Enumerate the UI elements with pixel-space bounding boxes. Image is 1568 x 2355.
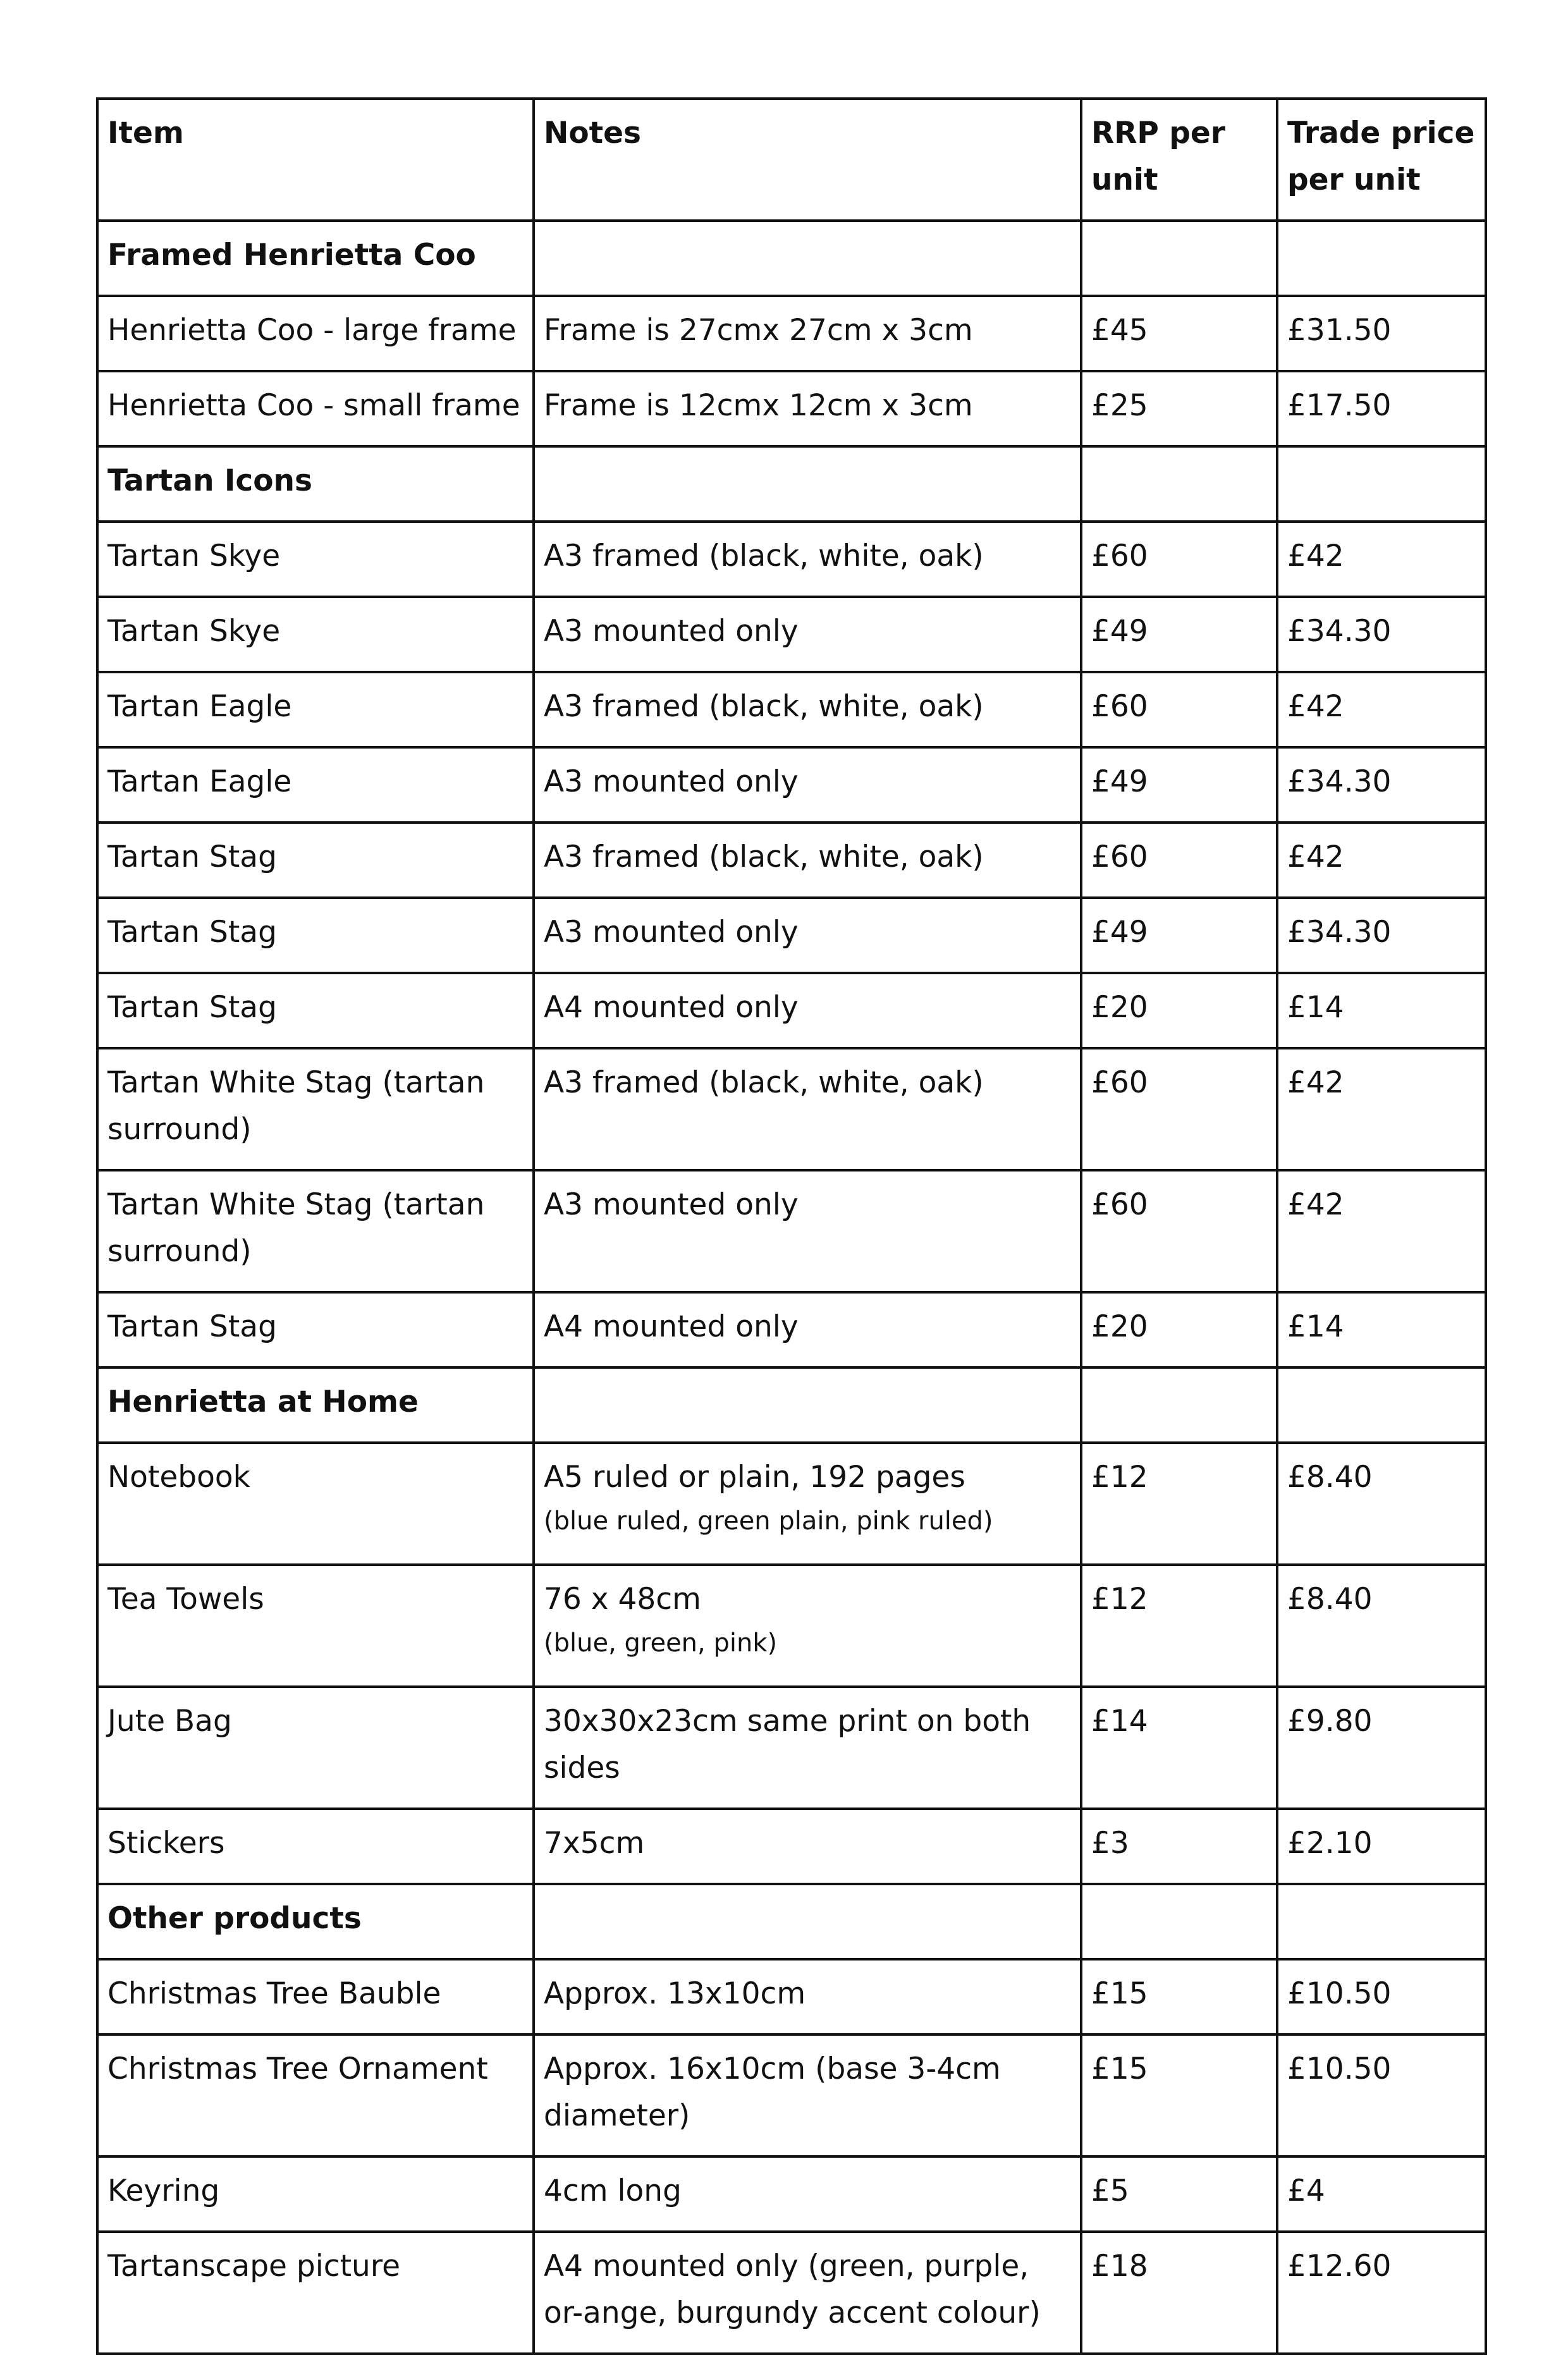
notes-cell	[534, 672, 1081, 747]
section-row	[97, 1884, 1486, 1959]
notes-cell	[534, 898, 1081, 973]
item-cell: Tartan Stag	[97, 973, 534, 1048]
trade-price-cell: £42	[1277, 1048, 1486, 1170]
notes-text: A3 mounted only	[544, 1187, 799, 1222]
trade-price-cell	[1277, 221, 1486, 296]
item-cell: Tartan Eagle	[97, 747, 534, 823]
notes-cell	[534, 1884, 1081, 1959]
item-cell: Henrietta Coo - large frame	[97, 296, 534, 371]
rrp-cell: £49	[1081, 747, 1277, 823]
notes-cell	[534, 221, 1081, 296]
trade-price-cell: £8.40	[1277, 1565, 1486, 1687]
notes-cell	[534, 1959, 1081, 2034]
notes-text: A3 mounted only	[544, 614, 799, 649]
trade-price-cell: £42	[1277, 522, 1486, 597]
trade-price-cell: £12.60	[1277, 2232, 1486, 2354]
table-row	[97, 2034, 1486, 2156]
item-cell: Tartan White Stag (tartan surround)	[97, 1048, 534, 1170]
trade-price-cell: £42	[1277, 1170, 1486, 1292]
rrp-cell: £49	[1081, 898, 1277, 973]
item-cell: Tartan Skye	[97, 522, 534, 597]
notes-text: Frame is 27cmx 27cm x 3cm	[544, 313, 973, 348]
table-row	[97, 2156, 1486, 2232]
trade-price-cell	[1277, 446, 1486, 522]
notes-text: Approx. 13x10cm	[544, 1976, 806, 2011]
notes-text: 76 x 48cm	[544, 1582, 701, 1617]
rrp-cell: £45	[1081, 296, 1277, 371]
table-row	[97, 672, 1486, 747]
notes-cell	[534, 522, 1081, 597]
table-row	[97, 1687, 1486, 1809]
section-row	[97, 1367, 1486, 1443]
column-header-rrp: RRP per unit	[1081, 99, 1277, 221]
notes-cell	[534, 1443, 1081, 1565]
section-title: Henrietta at Home	[97, 1367, 534, 1443]
table-row	[97, 1565, 1486, 1687]
table-body	[97, 221, 1486, 2354]
rrp-cell: £60	[1081, 823, 1277, 898]
notes-cell	[534, 1687, 1081, 1809]
table-row	[97, 522, 1486, 597]
notes-text: A3 framed (black, white, oak)	[544, 1065, 984, 1100]
notes-cell	[534, 1565, 1081, 1687]
notes-text: A4 mounted only (green, purple, or-ange, burgundy accent colour)	[544, 2249, 1041, 2330]
notes-text: A3 framed (black, white, oak)	[544, 840, 984, 874]
notes-text: A3 framed (black, white, oak)	[544, 539, 984, 573]
rrp-cell: £60	[1081, 1170, 1277, 1292]
table-row	[97, 973, 1486, 1048]
notes-cell	[534, 1292, 1081, 1367]
rrp-cell: £60	[1081, 522, 1277, 597]
column-header-notes: Notes	[534, 99, 1081, 221]
notes-text: Frame is 12cmx 12cm x 3cm	[544, 388, 973, 423]
table-row	[97, 1443, 1486, 1565]
rrp-cell: £5	[1081, 2156, 1277, 2232]
rrp-cell	[1081, 446, 1277, 522]
notes-text: A3 mounted only	[544, 764, 799, 799]
section-title: Framed Henrietta Coo	[97, 221, 534, 296]
table-row	[97, 371, 1486, 446]
notes-cell	[534, 973, 1081, 1048]
rrp-cell: £15	[1081, 2034, 1277, 2156]
table-row	[97, 1959, 1486, 2034]
trade-price-cell: £17.50	[1277, 371, 1486, 446]
rrp-cell	[1081, 1367, 1277, 1443]
trade-price-cell: £34.30	[1277, 898, 1486, 973]
table-row	[97, 296, 1486, 371]
item-cell: Tartanscape picture	[97, 2232, 534, 2354]
trade-price-cell: £14	[1277, 973, 1486, 1048]
notes-text: 4cm long	[544, 2174, 682, 2208]
notes-cell	[534, 597, 1081, 672]
trade-price-cell: £9.80	[1277, 1687, 1486, 1809]
rrp-cell: £12	[1081, 1443, 1277, 1565]
rrp-cell: £14	[1081, 1687, 1277, 1809]
notes-text: Approx. 16x10cm (base 3-4cm diameter)	[544, 2052, 1001, 2133]
notes-text: A4 mounted only	[544, 990, 799, 1025]
notes-text: A4 mounted only	[544, 1309, 799, 1344]
item-cell: Tartan Stag	[97, 1292, 534, 1367]
notes-text: 30x30x23cm same print on both sides	[544, 1704, 1031, 1785]
trade-price-cell: £10.50	[1277, 2034, 1486, 2156]
item-cell: Christmas Tree Ornament	[97, 2034, 534, 2156]
trade-price-cell	[1277, 1884, 1486, 1959]
item-cell: Notebook	[97, 1443, 534, 1565]
table-row	[97, 1809, 1486, 1884]
rrp-cell: £20	[1081, 973, 1277, 1048]
trade-price-cell: £4	[1277, 2156, 1486, 2232]
table-row	[97, 2232, 1486, 2354]
trade-price-cell	[1277, 1367, 1486, 1443]
trade-price-cell: £42	[1277, 672, 1486, 747]
table-row	[97, 823, 1486, 898]
section-title: Other products	[97, 1884, 534, 1959]
notes-cell	[534, 1809, 1081, 1884]
table-row	[97, 597, 1486, 672]
column-header-trade-price: Trade price per unit	[1277, 99, 1486, 221]
item-cell: Tartan Stag	[97, 898, 534, 973]
section-title: Tartan Icons	[97, 446, 534, 522]
notes-cell	[534, 446, 1081, 522]
item-cell: Christmas Tree Bauble	[97, 1959, 534, 2034]
rrp-cell: £15	[1081, 1959, 1277, 2034]
notes-cell	[534, 1170, 1081, 1292]
notes-cell	[534, 1367, 1081, 1443]
item-cell: Keyring	[97, 2156, 534, 2232]
section-row	[97, 446, 1486, 522]
notes-cell	[534, 2156, 1081, 2232]
notes-cell	[534, 823, 1081, 898]
table-row	[97, 898, 1486, 973]
trade-price-cell: £42	[1277, 823, 1486, 898]
column-header-item: Item	[97, 99, 534, 221]
rrp-cell: £25	[1081, 371, 1277, 446]
rrp-cell: £3	[1081, 1809, 1277, 1884]
notes-text: A5 ruled or plain, 192 pages	[544, 1460, 965, 1495]
trade-price-cell: £34.30	[1277, 597, 1486, 672]
rrp-cell: £12	[1081, 1565, 1277, 1687]
item-cell: Henrietta Coo - small frame	[97, 371, 534, 446]
trade-price-cell: £2.10	[1277, 1809, 1486, 1884]
item-cell: Stickers	[97, 1809, 534, 1884]
trade-price-cell: £8.40	[1277, 1443, 1486, 1565]
table-row	[97, 1292, 1486, 1367]
rrp-cell	[1081, 221, 1277, 296]
notes-cell	[534, 747, 1081, 823]
notes-subtext: (blue ruled, green plain, pink ruled)	[544, 1507, 993, 1536]
notes-subtext: (blue, green, pink)	[544, 1629, 778, 1658]
section-row	[97, 221, 1486, 296]
rrp-cell: £60	[1081, 672, 1277, 747]
table-row	[97, 1048, 1486, 1170]
notes-cell	[534, 1048, 1081, 1170]
notes-cell	[534, 2034, 1081, 2156]
item-cell: Tea Towels	[97, 1565, 534, 1687]
notes-cell	[534, 296, 1081, 371]
rrp-cell: £49	[1081, 597, 1277, 672]
trade-price-cell: £34.30	[1277, 747, 1486, 823]
trade-price-cell: £31.50	[1277, 296, 1486, 371]
price-table	[96, 97, 1487, 2355]
item-cell: Jute Bag	[97, 1687, 534, 1809]
rrp-cell	[1081, 1884, 1277, 1959]
notes-text: A3 mounted only	[544, 915, 799, 950]
trade-price-cell: £14	[1277, 1292, 1486, 1367]
rrp-cell: £60	[1081, 1048, 1277, 1170]
item-cell: Tartan Eagle	[97, 672, 534, 747]
rrp-cell: £18	[1081, 2232, 1277, 2354]
item-cell: Tartan Stag	[97, 823, 534, 898]
table-row	[97, 747, 1486, 823]
notes-text: 7x5cm	[544, 1826, 645, 1861]
item-cell: Tartan Skye	[97, 597, 534, 672]
notes-text: A3 framed (black, white, oak)	[544, 689, 984, 724]
item-cell: Tartan White Stag (tartan surround)	[97, 1170, 534, 1292]
header-row	[97, 99, 1486, 221]
trade-price-cell: £10.50	[1277, 1959, 1486, 2034]
table-row	[97, 1170, 1486, 1292]
notes-cell	[534, 2232, 1081, 2354]
notes-cell	[534, 371, 1081, 446]
rrp-cell: £20	[1081, 1292, 1277, 1367]
